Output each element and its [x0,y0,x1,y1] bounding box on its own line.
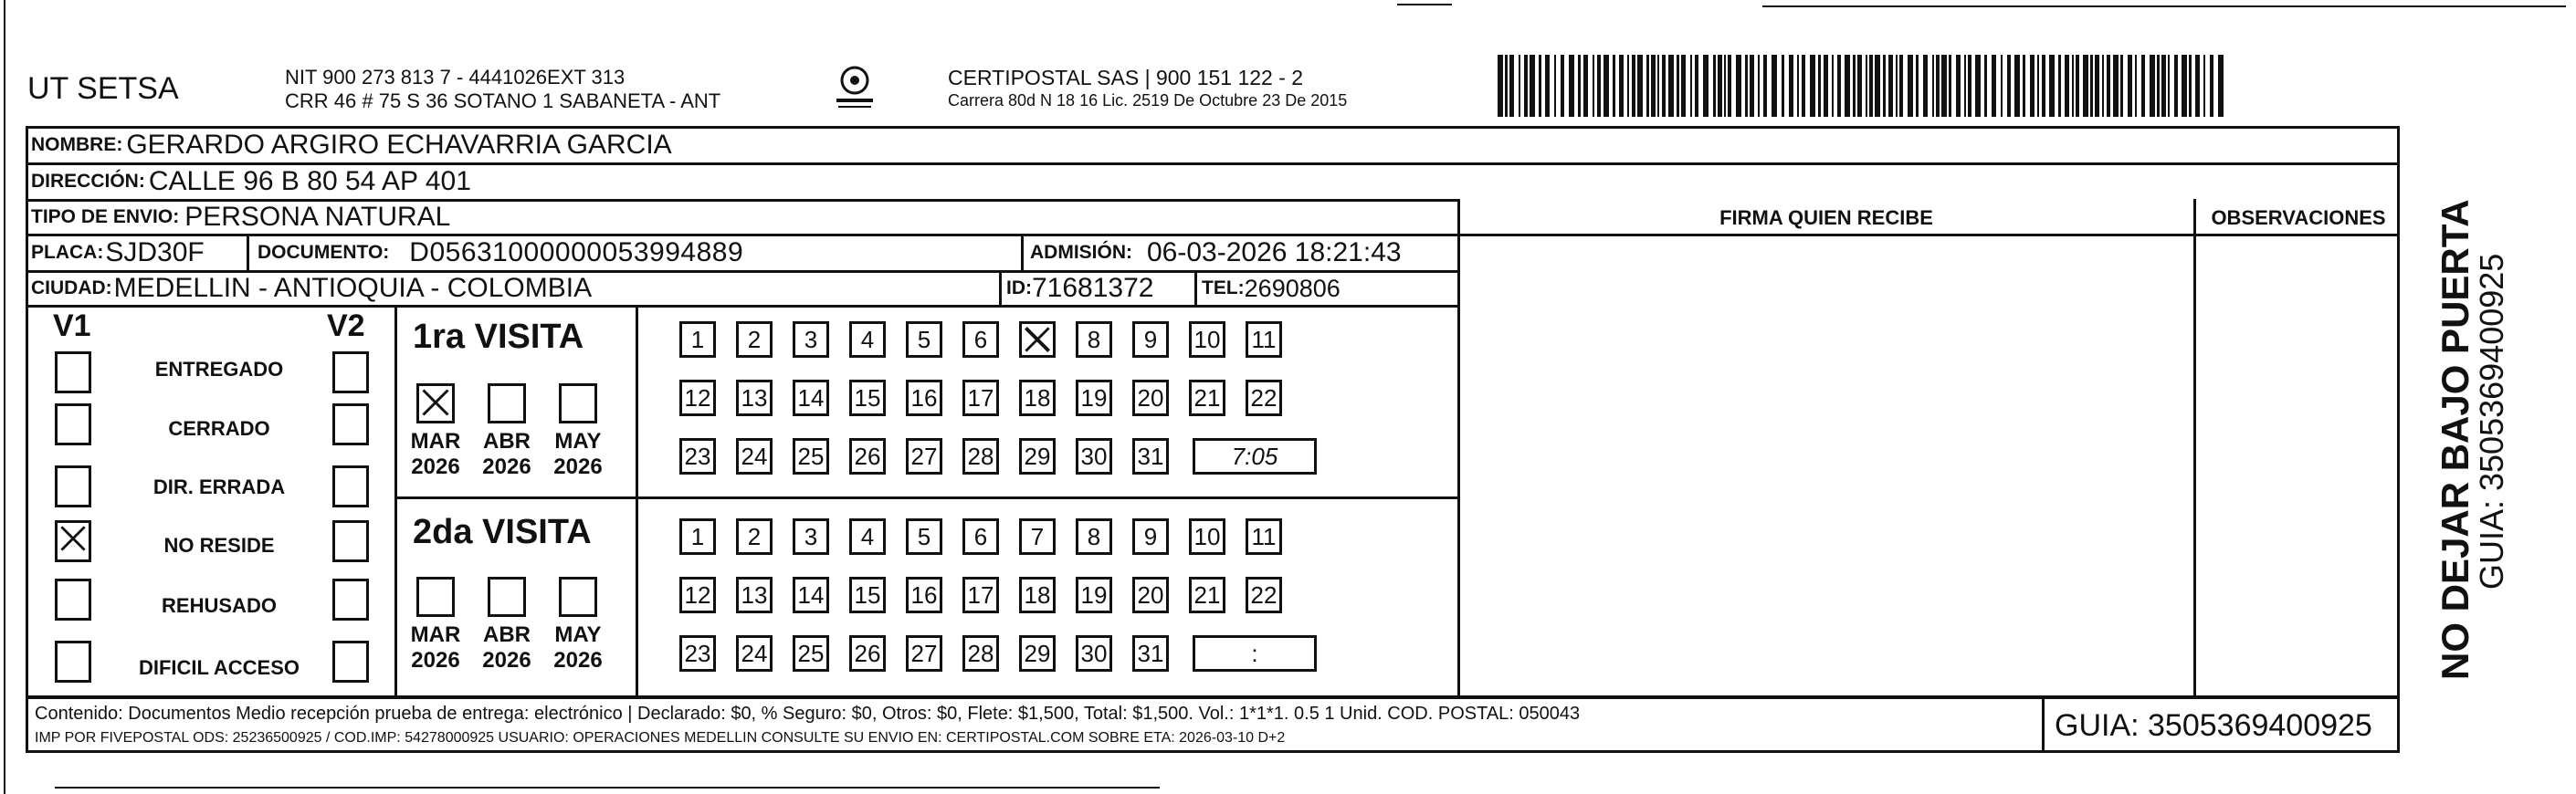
day-box[interactable]: 13 [736,577,773,613]
v2-checkbox[interactable] [332,403,369,445]
day-box[interactable]: 17 [962,577,999,613]
month-name: MAY [554,622,602,647]
month-label [404,622,468,674]
barcode-bar [2083,55,2088,117]
day-box[interactable]: 6 [962,321,999,358]
barcode-bar [1936,55,1940,117]
footer-guia-divider [2042,696,2045,753]
certipostal-line: CERTIPOSTAL SAS | 900 151 122 - 2 [948,66,1304,89]
day-box[interactable]: 14 [793,577,829,613]
barcode-bar [1758,55,1760,117]
day-box[interactable]: 25 [793,438,829,475]
day-box[interactable]: 27 [906,635,942,672]
admision-divider [1021,234,1024,270]
barcode-bar [2195,55,2200,117]
barcode-bar [2014,55,2020,117]
company-address: CRR 46 # 75 S 36 SOTANO 1 SABANETA - ANT [285,89,721,112]
v2-checkbox[interactable] [332,520,369,562]
month-name: MAR [410,429,461,454]
barcode-bar [1498,55,1503,117]
nombre-value: GERARDO ARGIRO ECHAVARRIA GARCIA [126,130,672,160]
v1-checkbox[interactable] [55,465,91,507]
barcode-bar [1677,55,1679,117]
barcode-bar [2076,55,2079,117]
barcode-bar [1524,55,1528,117]
barcode-bar [1603,55,1609,117]
left-scan-line [4,0,5,794]
barcode-bar [1866,55,1867,117]
barcode-bar [1530,55,1535,117]
reason-label: ENTREGADO [154,358,284,381]
barcode-bar [2065,55,2069,117]
visit-split-line [394,496,1459,499]
day-box[interactable]: 1 [679,321,716,358]
admision-label: ADMISIÓN: [1030,242,1132,263]
reasons-divider [394,305,397,696]
barcode-bar [1728,55,1731,117]
month-checkbox[interactable] [488,383,526,423]
barcode-bar [1789,55,1793,117]
day-box[interactable]: 10 [1189,321,1225,358]
footer-guia: GUIA: 3505369400925 [2055,708,2372,743]
month-name: MAY [554,429,602,454]
barcode-bar [1583,55,1588,117]
barcode-bar [2007,55,2011,117]
barcode-bar [1845,55,1850,117]
day-box[interactable]: 22 [1246,577,1282,613]
barcode-bar [1875,55,1880,117]
tipo-label: TIPO DE ENVIO: [31,206,180,227]
barcode-bar [1941,55,1947,117]
right-divider [1457,199,1460,696]
barcode-bar [1797,55,1799,117]
v1-checkbox[interactable] [55,351,91,393]
ciudad-row [31,272,592,305]
barcode-bar [1724,55,1726,117]
observaciones-header: OBSERVACIONES [2211,206,2386,229]
day-box[interactable]: 5 [906,518,942,555]
barcode-bar [2037,55,2039,117]
firma-header: FIRMA QUIEN RECIBE [1719,206,1933,229]
barcode-bar [1668,55,1674,117]
barcode-bar [1736,55,1741,117]
barcode-bar [2030,55,2035,117]
day-box[interactable]: 13 [736,380,773,416]
day-box[interactable]: 19 [1076,380,1112,416]
v2-checkbox[interactable] [332,351,369,393]
day-box[interactable]: 28 [962,635,999,672]
time-box[interactable]: : [1193,635,1317,672]
barcode-bar [1613,55,1615,117]
documento-row [258,236,743,269]
day-box[interactable]: 1 [679,518,716,555]
barcode-bar [1695,55,1698,117]
barcode-bar [2042,55,2045,117]
day-box[interactable]: 29 [1019,635,1056,672]
barcode-bar [2203,55,2205,117]
barcode-bar [1637,55,1643,117]
barcode-bar [1908,55,1913,117]
barcode-bar [1627,55,1629,117]
company-nit: NIT 900 273 813 7 - 4441026EXT 313 [285,66,626,89]
barcode-bar [1561,55,1564,117]
barcode-bar [2058,55,2061,117]
id-value: 71681372 [1032,273,1154,303]
barcode-bar [1818,55,1821,117]
barcode-bar [1690,55,1692,117]
day-box[interactable]: 17 [962,380,999,416]
barcode-bar [2189,55,2192,117]
barcode-bar [1869,55,1873,117]
day-box[interactable]: 27 [906,438,942,475]
month-year: 2026 [482,648,531,673]
month-year: 2026 [482,454,531,479]
day-box[interactable]: 24 [736,438,773,475]
month-year: 2026 [553,454,603,479]
barcode-bar [1824,55,1828,117]
barcode-bar [1745,55,1748,117]
barcode-bar [1593,55,1594,117]
barcode-bar [1772,55,1777,117]
month-name: MAR [410,622,461,647]
day-box[interactable]: 9 [1132,321,1169,358]
day-box[interactable]: 31 [1132,635,1169,672]
guia-vertical: GUIA: 3505369400925 [2473,253,2510,590]
month-label [546,429,610,480]
day-box[interactable]: 10 [1189,518,1225,555]
nombre-label: NOMBRE: [31,134,123,155]
month-label [546,622,610,674]
top-scan-line-2 [1762,5,2566,7]
admision-row [1030,236,1402,269]
reason-label: DIR. ERRADA [152,475,286,498]
reason-label: DIFICIL ACCESO [138,656,300,679]
id-label: ID: [1006,277,1032,298]
day-box[interactable]: 21 [1189,577,1225,613]
direccion-label: DIRECCIÓN: [31,171,145,192]
tel-divider [1194,270,1197,305]
barcode-bar [1782,55,1784,117]
day-box[interactable]: 11 [1246,518,1282,555]
documento-label: DOCUMENTO: [258,242,390,263]
barcode-bar [1569,55,1574,117]
barcode-bar [2001,55,2003,117]
barcode-bar [1505,55,1508,117]
documento-value: D05631000000053994889 [409,237,744,267]
barcode-bar [2102,55,2104,117]
day-box[interactable]: 8 [1076,321,1112,358]
bottom-scan-line [55,787,1160,789]
month-year: 2026 [411,454,460,479]
day-box[interactable]: 30 [1076,438,1112,475]
placa-row [31,236,205,269]
tipo-value: PERSONA NATURAL [184,202,451,232]
month-label [475,622,539,674]
footer-imp-line: IMP POR FIVEPOSTAL ODS: 25236500925 / COD.IMP: 54278000925 USUARIO: OPERACIONES MEDELLIN CONSULTE SU ENVIO EN: CERTIPOSTAL.COM SOBRE ETA: 2026-03-10 D+2 [35,730,1286,746]
day-box[interactable]: 21 [1189,380,1225,416]
observaciones-area[interactable] [2197,235,2398,694]
day-box[interactable]: 28 [962,438,999,475]
barcode-bar [1651,55,1656,117]
tel-label: TEL: [1202,277,1245,298]
day-box[interactable]: 23 [679,635,716,672]
barcode-bar [1681,55,1686,117]
day-box[interactable]: 20 [1132,577,1169,613]
barcode-bar [2182,55,2187,117]
day-box[interactable]: 16 [906,577,942,613]
day-box[interactable]: 16 [906,380,942,416]
day-box[interactable]: 4 [849,321,886,358]
barcode-bar [2218,55,2224,117]
barcode-bar [1888,55,1893,117]
admision-value: 06-03-2026 18:21:43 [1147,237,1402,267]
day-box[interactable]: 12 [679,577,716,613]
v2-header: V2 [327,308,365,343]
barcode-bar [1646,55,1649,117]
barcode-bar [1923,55,1928,117]
day-box[interactable]: 15 [849,380,886,416]
barcode-bar [1984,55,1987,117]
placa-label: PLACA: [31,242,104,263]
day-box[interactable]: 2 [736,518,773,555]
direccion-row [31,165,471,198]
day-box[interactable]: 8 [1076,518,1112,555]
v1-header: V1 [53,308,91,343]
v1-checkbox[interactable] [55,641,91,683]
row-line-5 [26,305,1459,308]
id-row [1006,272,1153,305]
month-checkbox[interactable] [559,383,597,423]
day-box[interactable]: 11 [1246,321,1282,358]
day-box[interactable]: 5 [906,321,942,358]
barcode-bar [1837,55,1841,117]
barcode-bar [1968,55,1971,117]
barcode-bar [2174,55,2178,117]
month-year: 2026 [553,648,603,673]
day-box[interactable]: 26 [849,635,886,672]
reason-label: CERRADO [168,417,270,440]
month-checkbox[interactable] [416,383,455,423]
barcode-bar [1992,55,1996,117]
barcode-bar [2113,55,2119,117]
barcode-bar [2095,55,2099,117]
day-box[interactable]: 26 [849,438,886,475]
v1-checkbox[interactable] [55,520,91,562]
barcode-bar [1899,55,1903,117]
tipo-row [31,201,450,234]
month-name: ABR [483,622,531,647]
day-box[interactable]: 18 [1019,577,1056,613]
barcode-bar [1703,55,1709,117]
day-box[interactable]: 6 [962,518,999,555]
v1-checkbox[interactable] [55,403,91,445]
barcode-bar [1956,55,1961,117]
barcode-bar [1519,55,1520,117]
barcode-bar [1713,55,1716,117]
day-box[interactable]: 2 [736,321,773,358]
barcode-bar [2168,55,2170,117]
barcode-bar [1597,55,1601,117]
placa-divider [247,234,249,270]
day-box[interactable]: 19 [1076,577,1112,613]
license-line: Carrera 80d N 18 16 Lic. 2519 De Octubre 23 De 2015 [948,91,1348,110]
barcode-bar [1802,55,1805,117]
firma-area[interactable] [1461,235,2192,694]
barcode-bar [1832,55,1834,117]
barcode-bar [1810,55,1815,117]
v2-checkbox[interactable] [332,579,369,621]
day-box[interactable]: 18 [1019,380,1056,416]
barcode-bar [1657,55,1659,117]
barcode-bar [1509,55,1514,117]
barcode-bar [2120,55,2123,117]
month-label [404,429,468,480]
barcode-bar [1578,55,1581,117]
ciudad-value: MEDELLIN - ANTIOQUIA - COLOMBIA [113,273,593,303]
ciudad-label: CIUDAD: [31,277,112,298]
obs-divider [2193,199,2196,696]
barcode-bar [1539,55,1541,117]
barcode-bar [1883,55,1886,117]
day-box[interactable]: 14 [793,380,829,416]
day-box[interactable]: 31 [1132,438,1169,475]
barcode-bar [1949,55,1951,117]
top-scan-line-1 [1397,4,1452,5]
barcode-bar [1853,55,1856,117]
barcode-bar [1932,55,1934,117]
barcode-bar [1662,55,1666,117]
day-box[interactable]: 20 [1132,380,1169,416]
barcode-bar [2135,55,2137,117]
day-box[interactable]: 9 [1132,518,1169,555]
second-visit-title: 2da VISITA [413,513,592,551]
barcode-bar [2107,55,2110,117]
barcode-bar [1619,55,1624,117]
barcode-bar [1545,55,1550,117]
day-box[interactable]: 23 [679,438,716,475]
v2-checkbox[interactable] [332,641,369,683]
barcode-bar [2141,55,2145,117]
barcode-bar [2157,55,2160,117]
no-dejar-vertical: NO DEJAR BAJO PUERTA [2434,199,2476,680]
month-name: ABR [483,429,531,454]
id-divider [999,270,1002,305]
barcode-bar [2128,55,2132,117]
barcode-bar [1718,55,1722,117]
month-checkbox[interactable] [416,577,455,617]
barcode-bar [1916,55,1919,117]
months-divider [636,305,638,696]
footer-contenido: Contenido: Documentos Medio recepción prueba de entrega: electrónico | Declarado: $0, % Seguro: $0, Otros: $0, Flete: $1,500, Total: $1,500. Vol.: 1*1*1. 0.5 1 Unid. COD. POSTAL: 050043 [35,704,1581,724]
day-box[interactable] [1019,321,1056,358]
month-checkbox[interactable] [488,577,526,617]
barcode-bar [2072,55,2074,117]
day-box[interactable]: 29 [1019,438,1056,475]
time-box[interactable]: 7:05 [1193,438,1317,475]
day-box[interactable]: 22 [1246,380,1282,416]
day-box[interactable]: 25 [793,635,829,672]
nombre-row [31,129,672,162]
day-box[interactable]: 24 [736,635,773,672]
barcode-bar [1763,55,1767,117]
month-checkbox[interactable] [559,577,597,617]
barcode-bar [2150,55,2155,117]
day-box[interactable]: 3 [793,518,829,555]
company-name: UT SETSA [27,71,179,106]
barcode-bar [2161,55,2166,117]
placa-value: SJD30F [105,237,205,267]
barcode-bar [1554,55,1556,117]
day-box[interactable]: 12 [679,380,716,416]
reason-label: REHUSADO [162,594,277,617]
barcode-bar [2023,55,2025,117]
barcode-bar [2210,55,2213,117]
reason-label: NO RESIDE [163,534,275,557]
barcode-bar [1975,55,1981,117]
barcode [1498,55,2224,117]
day-box[interactable]: 4 [849,518,886,555]
day-box[interactable]: 30 [1076,635,1112,672]
month-year: 2026 [411,648,460,673]
month-label [475,429,539,480]
barcode-bar [1632,55,1635,117]
certipostal-logo [829,64,880,113]
v1-checkbox[interactable] [55,579,91,621]
barcode-bar [1857,55,1862,117]
tel-value: 2690806 [1244,274,1341,302]
barcode-bar [1964,55,1966,117]
direccion-value: CALLE 96 B 80 54 AP 401 [148,166,471,196]
barcode-bar [2049,55,2055,117]
tel-row [1202,272,1341,305]
barcode-bar [1750,55,1754,117]
day-box[interactable]: 3 [793,321,829,358]
day-box[interactable]: 15 [849,577,886,613]
first-visit-title: 1ra VISITA [413,318,584,356]
barcode-bar [2090,55,2093,117]
day-box[interactable]: 7 [1019,518,1056,555]
barcode-bar [1896,55,1898,117]
v2-checkbox[interactable] [332,465,369,507]
